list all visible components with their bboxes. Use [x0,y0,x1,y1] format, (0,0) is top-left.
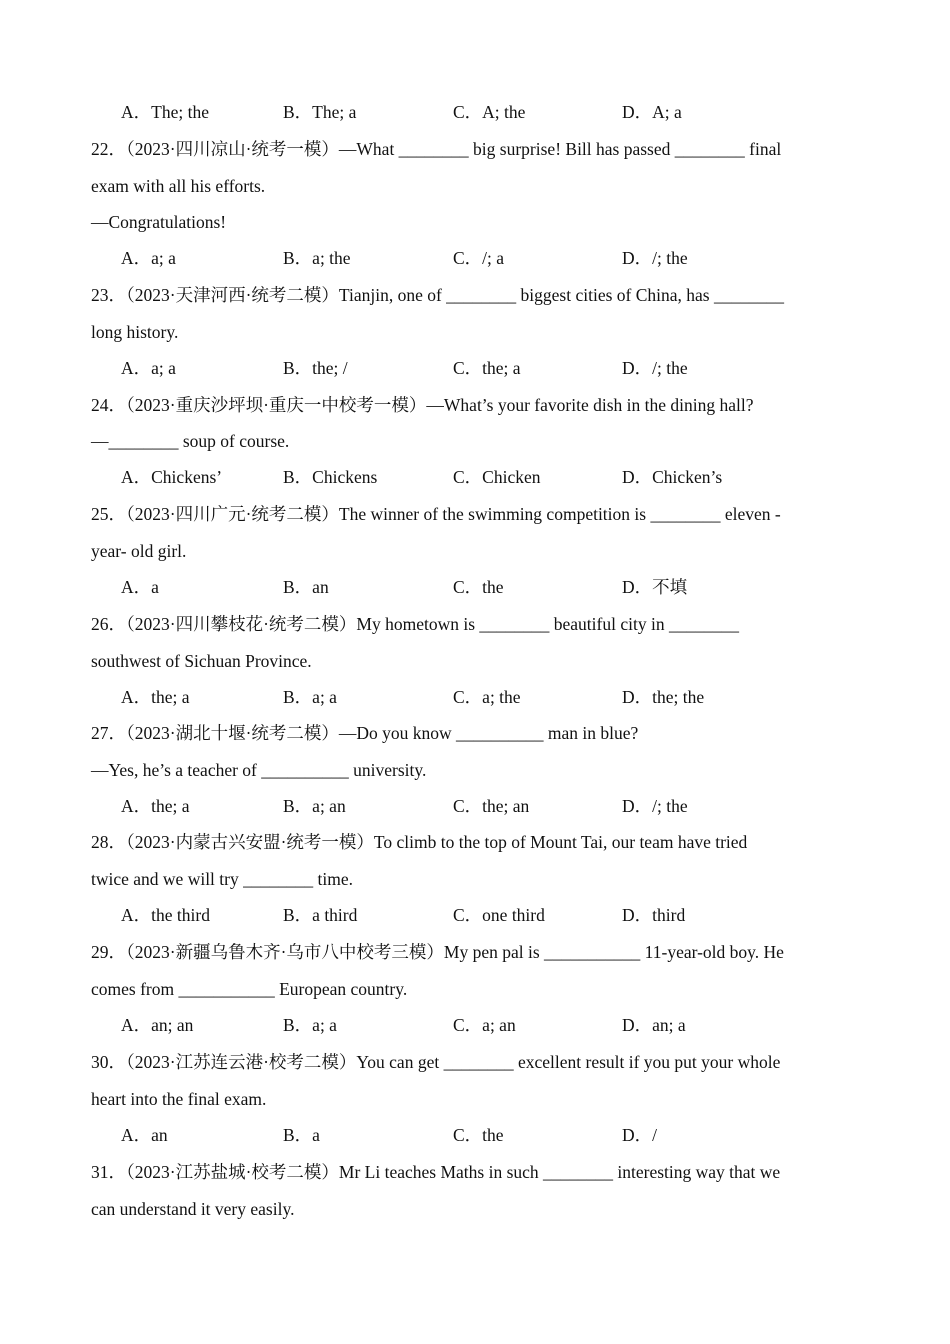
option-c: C．the [453,577,504,597]
options-row-q21 [121,100,881,124]
question-23-line-1: 23．（2023·天津河西·统考二模）Tianjin, one of ________ biggest cities of China, has ________ [91,285,784,305]
option-a: A．the; a [121,687,190,707]
option-b: B．a; a [283,687,337,707]
option-a: A．a; a [121,358,176,378]
option-b: B．a third [283,905,358,925]
options-row-q22 [121,246,881,270]
option-d: D．/ [622,1125,657,1145]
option-d: D．不填 [622,577,688,597]
options-row-q23 [121,356,881,380]
option-a: A．the; a [121,796,190,816]
question-29-line-2: comes from ___________ European country. [91,979,408,999]
option-b: B．a; an [283,796,346,816]
option-a: A．a [121,577,159,597]
option-b: B．Chickens [283,467,378,487]
options-row-q26 [121,685,881,709]
option-d: D．/; the [622,796,688,816]
option-a: A．an; an [121,1015,194,1035]
option-d: D．Chicken’s [622,467,723,487]
options-row-q29 [121,1013,881,1037]
question-30-line-2: heart into the final exam. [91,1089,267,1109]
question-31-line-2: can understand it very easily. [91,1199,295,1219]
option-d: D．an; a [622,1015,686,1035]
question-22-line-1: 22．（2023·四川凉山·统考一模）—What ________ big surprise! Bill has passed ________ final [91,139,782,159]
question-26-line-2: southwest of Sichuan Province. [91,651,312,671]
option-c: C．/; a [453,248,505,268]
option-c: C．the; a [453,358,521,378]
option-c: C．Chicken [453,467,541,487]
options-row-q25 [121,575,881,599]
option-b: B．the; / [283,358,348,378]
question-30-line-1: 30．（2023·江苏连云港·校考二模）You can get ________ excellent result if you put your whole [91,1052,781,1072]
option-a: A．an [121,1125,168,1145]
option-b: B．an [283,577,329,597]
question-28-line-2: twice and we will try ________ time. [91,869,353,889]
question-28-line-1: 28．（2023·内蒙古兴安盟·统考一模）To climb to the top of Mount Tai, our team have tried [91,832,748,852]
question-22-line-2: exam with all his efforts. [91,176,266,196]
option-a: A．The; the [121,102,209,122]
question-23-line-2: long history. [91,322,179,342]
question-27-line-1: 27．（2023·湖北十堰·统考二模）—Do you know __________ man in blue? [91,723,639,743]
options-row-q30 [121,1123,881,1147]
option-d: D．/; the [622,248,688,268]
question-27-line-2: —Yes, he’s a teacher of __________ university. [91,760,427,780]
option-d: D．third [622,905,686,925]
option-c: C．A; the [453,102,526,122]
options-row-q28 [121,903,881,927]
options-row-q27 [121,794,881,818]
option-d: D．the; the [622,687,705,707]
question-26-line-1: 26．（2023·四川攀枝花·统考二模）My hometown is ________ beautiful city in ________ [91,614,739,634]
option-b: B．a [283,1125,320,1145]
options-row-q24 [121,465,881,489]
option-c: C．the [453,1125,504,1145]
question-31-line-1: 31．（2023·江苏盐城·校考二模）Mr Li teaches Maths in such ________ interesting way that we [91,1162,781,1182]
option-a: A．Chickens’ [121,467,223,487]
question-25-line-1: 25．（2023·四川广元·统考二模）The winner of the swimming competition is ________ eleven - [91,504,781,524]
option-c: C．a; an [453,1015,516,1035]
option-b: B．a; the [283,248,351,268]
question-24-line-1: 24．（2023·重庆沙坪坝·重庆一中校考一模）—What’s your favorite dish in the dining hall? [91,395,754,415]
question-25-line-2: year- old girl. [91,541,187,561]
option-b: B．The; a [283,102,357,122]
question-29-line-1: 29．（2023·新疆乌鲁木齐·乌市八中校考三模）My pen pal is ___________ 11-year-old boy. He [91,942,784,962]
option-a: A．the third [121,905,210,925]
option-c: C．one third [453,905,545,925]
option-d: D．A; a [622,102,682,122]
option-a: A．a; a [121,248,176,268]
option-d: D．/; the [622,358,688,378]
option-c: C．the; an [453,796,530,816]
question-24-line-2: —________ soup of course. [91,431,290,451]
question-22-line-3: —Congratulations! [91,212,227,232]
option-c: C．a; the [453,687,521,707]
option-b: B．a; a [283,1015,337,1035]
